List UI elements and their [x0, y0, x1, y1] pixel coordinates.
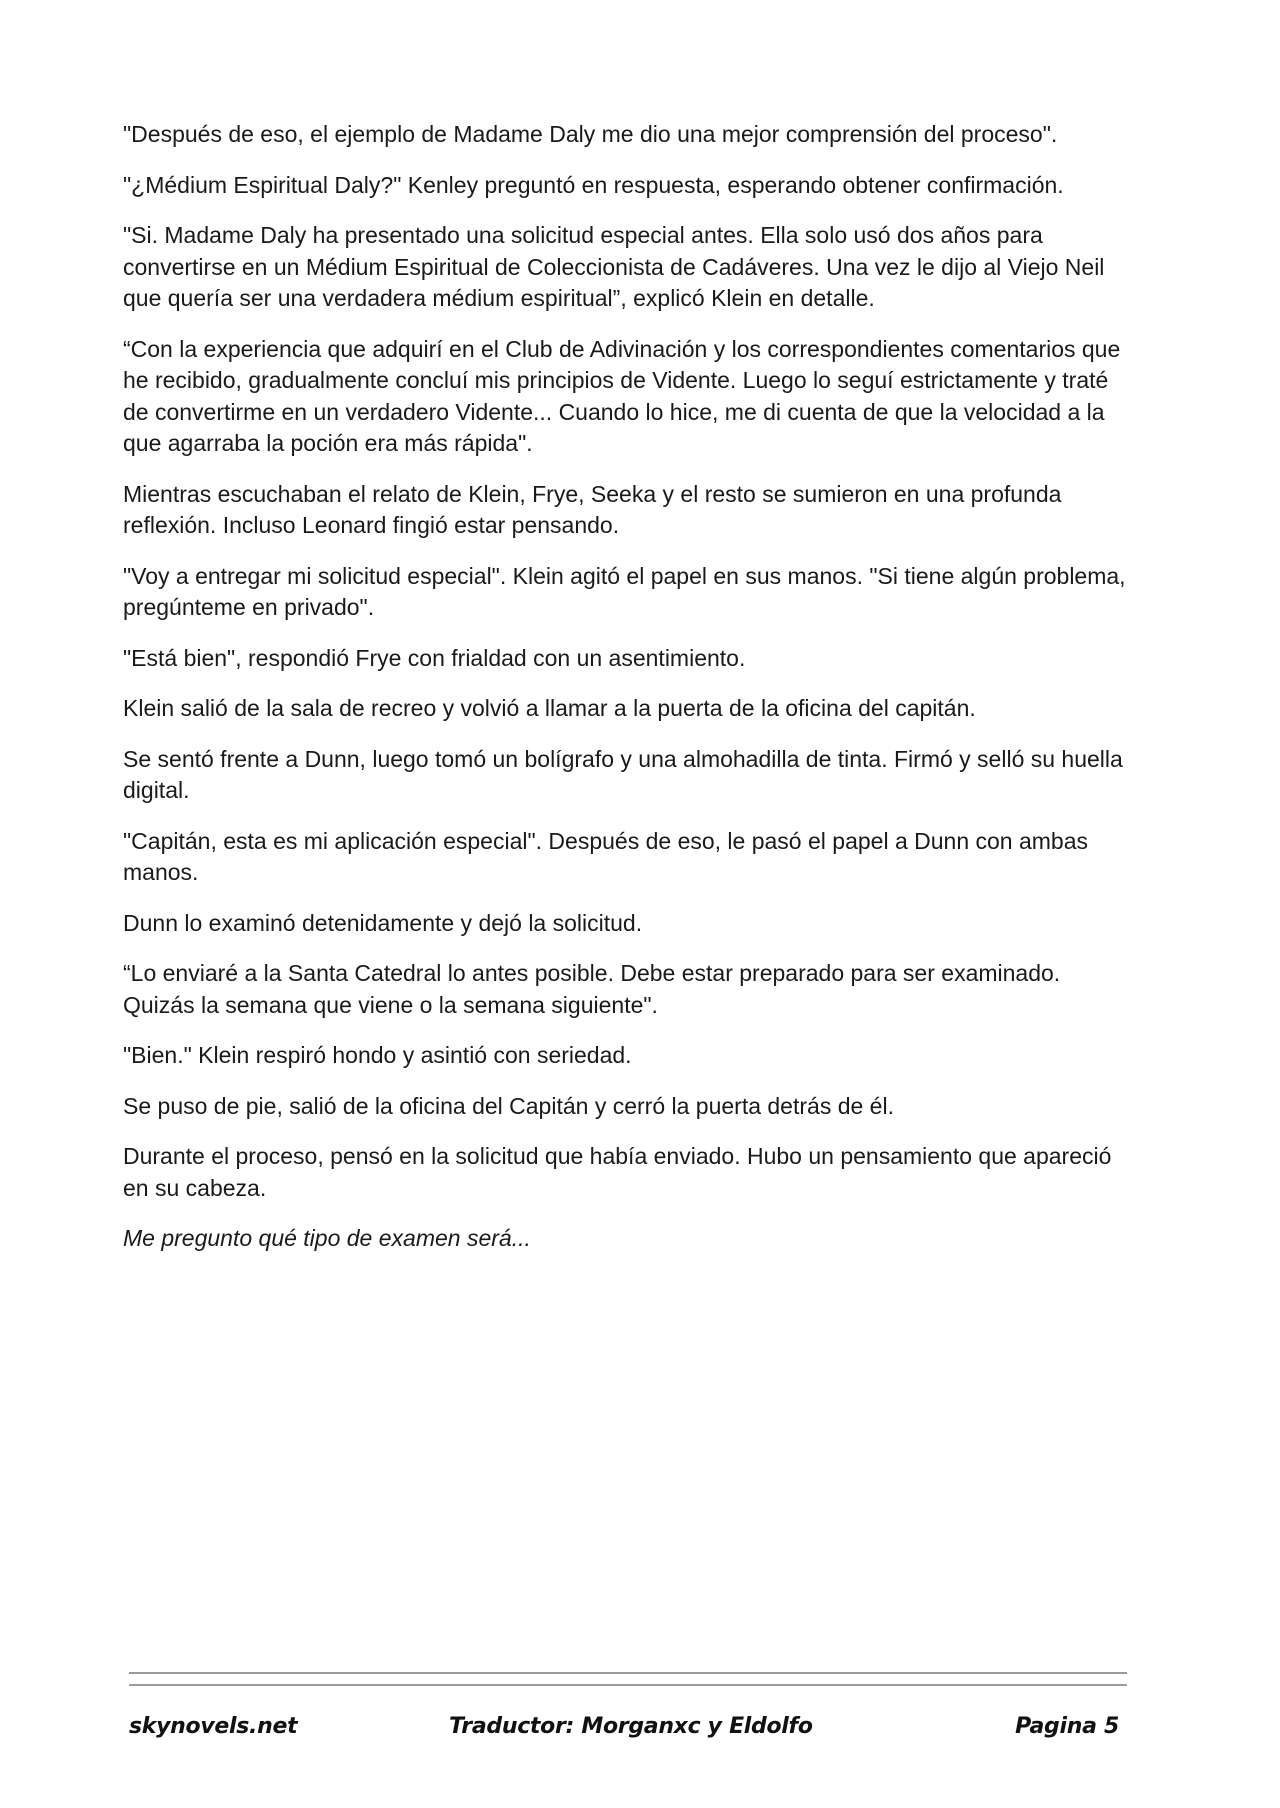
- paragraph: Klein salió de la sala de recreo y volvió a llamar a la puerta de la oficina del capitán.: [123, 695, 976, 721]
- paragraph: Dunn lo examinó detenidamente y dejó la solicitud.: [123, 909, 643, 936]
- italic-thought-paragraph: Me pregunto qué tipo de examen será...: [123, 1225, 531, 1251]
- paragraph: "Si. Madame Daly ha presentado una solicitud especial antes. Ella solo usó dos años para convertirse en un Médium Espiritual de Coleccionista de Cadáveres. Una vez le dijo al Viejo Neil que quería ser una verdadera médium espiritual”, explicó Klein en detalle.: [123, 222, 1105, 311]
- footer-translator-credit: Traductor: Morganxc y Eldolfo: [449, 1714, 813, 1739]
- chapter-text: [123, 119, 1133, 1274]
- paragraph: "¿Médium Espiritual Daly?" Kenley preguntó en respuesta, esperando obtener confirmación.: [123, 171, 1064, 198]
- paragraph: "Después de eso, el ejemplo de Madame Daly me dio una mejor comprensión del proceso".: [123, 121, 1058, 147]
- paragraph: "Bien." Klein respiró hondo y asintió con seriedad.: [123, 1042, 632, 1068]
- paragraph: Durante el proceso, pensó en la solicitud que había enviado. Hubo un pensamiento que apareció en su cabeza.: [123, 1143, 1112, 1201]
- footer-divider-bottom: [129, 1684, 1127, 1686]
- paragraph: "Capitán, esta es mi aplicación especial". Después de eso, le pasó el papel a Dunn con ambas manos.: [123, 827, 1089, 885]
- paragraph: Mientras escuchaban el relato de Klein, Frye, Seeka y el resto se sumieron en una profunda reflexión. Incluso Leonard fingió estar pensando.: [123, 480, 1062, 538]
- footer-divider-top: [129, 1672, 1127, 1674]
- paragraph: “Lo enviaré a la Santa Catedral lo antes posible. Debe estar preparado para ser examinado. Quizás la semana que viene o la semana siguiente".: [123, 960, 1061, 1018]
- paragraph: “Con la experiencia que adquirí en el Club de Adivinación y los correspondientes comentarios que he recibido, gradualmente concluí mis principios de Vidente. Luego lo seguí estrictamente y traté de convertirme en un verdadero Vidente... Cuando lo hice, me di cuenta de que la velocidad a la que agarraba la poción era más rápida".: [123, 335, 1121, 456]
- paragraph: "Está bien", respondió Frye con frialdad con un asentimiento.: [123, 644, 746, 671]
- footer-page-number: Pagina 5: [1015, 1714, 1119, 1739]
- paragraph: Se sentó frente a Dunn, luego tomó un bolígrafo y una almohadilla de tinta. Firmó y selló su huella digital.: [123, 745, 1123, 803]
- footer-site-name: skynovels.net: [129, 1714, 298, 1739]
- paragraph: "Voy a entregar mi solicitud especial". Klein agitó el papel en sus manos. "Si tiene algún problema, pregúnteme en privado".: [123, 562, 1126, 620]
- paragraph: Se puso de pie, salió de la oficina del Capitán y cerró la puerta detrás de él.: [123, 1092, 894, 1119]
